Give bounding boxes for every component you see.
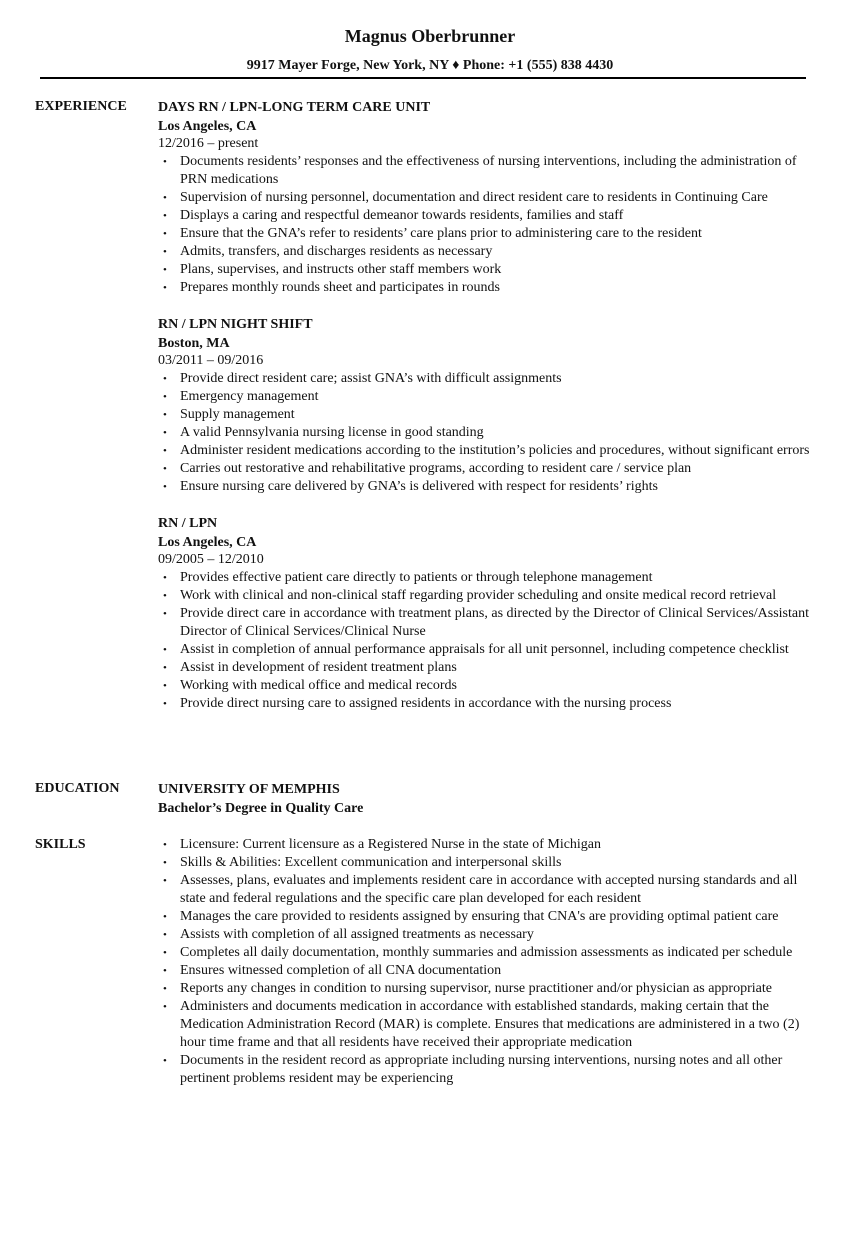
bullet-text: Completes all daily documentation, monthly summaries and admission assessments as indicated per schedule [180, 945, 793, 960]
resume-header [0, 24, 860, 75]
bullet-text: Work with clinical and non-clinical staff regarding provider scheduling and onsite medical record retrieval [180, 588, 777, 603]
bullet-text: Provides effective patient care directly to patients or through telephone management [180, 570, 653, 585]
bullet-icon: • [163, 662, 167, 674]
job-dates: 09/2005 – 12/2010 [158, 552, 264, 567]
bullet-text: Provide direct nursing care to assigned residents in accordance with the nursing process [180, 696, 672, 711]
bullet-icon: • [163, 983, 167, 995]
bullet-icon: • [163, 857, 167, 869]
bullet-icon: • [163, 246, 167, 258]
bullet-item [158, 677, 825, 695]
bullet-icon: • [163, 427, 167, 439]
bullet-item [158, 962, 825, 980]
experience-body [158, 98, 825, 713]
bullet-item [158, 279, 825, 297]
bullet-text: Ensure that the GNA’s refer to residents’ care plans prior to administering care to the resident [180, 226, 702, 241]
bullet-item [158, 1052, 825, 1088]
bullet-item [158, 605, 825, 641]
bullet-icon: • [163, 947, 167, 959]
bullet-text: Assist in completion of annual performance appraisals for all unit personnel, including competence checklist [180, 642, 789, 657]
bullet-text: Supervision of nursing personnel, documentation and direct resident care to residents in Continuing Care [180, 190, 768, 205]
bullet-item [158, 926, 825, 944]
job-entry [158, 514, 825, 713]
bullet-icon: • [163, 463, 167, 475]
job-dates: 03/2011 – 09/2016 [158, 353, 264, 368]
bullet-icon: • [163, 911, 167, 923]
bullet-icon: • [163, 192, 167, 204]
education-section [35, 780, 825, 818]
bullet-text: Manages the care provided to residents assigned by ensuring that CNA's are providing optimal patient care [180, 909, 779, 924]
bullet-item [158, 460, 825, 478]
bullet-icon: • [163, 481, 167, 493]
section-label-skills: SKILLS [35, 837, 86, 852]
experience-section [35, 98, 825, 731]
bullet-icon: • [163, 156, 167, 168]
bullet-text: Provide direct care in accordance with treatment plans, as directed by the Director of Clinical Services/Assistant Director of Clinical Services/Clinical Nurse [180, 606, 809, 639]
bullet-icon: • [163, 929, 167, 941]
bullet-text: Licensure: Current licensure as a Registered Nurse in the state of Michigan [180, 837, 602, 852]
bullet-item [158, 153, 825, 189]
section-label-education: EDUCATION [35, 781, 120, 796]
bullet-item [158, 998, 825, 1052]
job-dates: 12/2016 – present [158, 136, 259, 151]
bullet-icon: • [163, 228, 167, 240]
bullet-icon: • [163, 698, 167, 710]
job-title: RN / LPN [158, 516, 218, 531]
job-entry [158, 98, 825, 297]
bullet-text: Documents residents’ responses and the effectiveness of nursing interventions, including the administration of PRN medications [180, 154, 797, 187]
bullet-icon: • [163, 572, 167, 584]
contact-line: 9917 Mayer Forge, New York, NY ♦ Phone: +1 (555) 838 4430 [246, 58, 614, 73]
bullet-text: Reports any changes in condition to nursing supervisor, nurse practitioner and/or physician as appropriate [180, 981, 772, 996]
bullet-item [158, 587, 825, 605]
candidate-name: Magnus Oberbrunner [344, 26, 516, 46]
bullet-text: Assesses, plans, evaluates and implements resident care in accordance with accepted nursing standards and all state and federal regulations and the specific care plan developed for each resident [180, 873, 798, 906]
job-title: RN / LPN NIGHT SHIFT [158, 317, 313, 332]
bullet-item [158, 388, 825, 406]
bullet-item [158, 659, 825, 677]
bullet-item [158, 908, 825, 926]
bullet-text: Administer resident medications according to the institution’s policies and procedures, without significant errors [180, 443, 810, 458]
bullet-item [158, 225, 825, 243]
bullet-icon: • [163, 590, 167, 602]
bullet-item [158, 854, 825, 872]
bullet-icon: • [163, 1055, 167, 1067]
bullet-item [158, 944, 825, 962]
bullet-text: Assist in development of resident treatment plans [180, 660, 457, 675]
job-location: Boston, MA [158, 336, 230, 351]
bullet-item [158, 980, 825, 998]
bullet-item [158, 641, 825, 659]
bullet-text: Admits, transfers, and discharges residents as necessary [180, 244, 493, 259]
bullet-text: A valid Pennsylvania nursing license in good standing [180, 425, 484, 440]
bullet-icon: • [163, 680, 167, 692]
bullet-item [158, 872, 825, 908]
job-location: Los Angeles, CA [158, 535, 257, 550]
job-bullets [158, 569, 825, 713]
bullet-icon: • [163, 409, 167, 421]
bullet-icon: • [163, 1001, 167, 1013]
bullet-item [158, 370, 825, 388]
skills-section [35, 836, 825, 1088]
job-bullets [158, 153, 825, 297]
bullet-icon: • [163, 282, 167, 294]
bullet-icon: • [163, 391, 167, 403]
bullet-icon: • [163, 875, 167, 887]
bullet-text: Working with medical office and medical records [180, 678, 457, 693]
bullet-text: Emergency management [180, 389, 319, 404]
bullet-item [158, 189, 825, 207]
bullet-icon: • [163, 608, 167, 620]
education-body [158, 780, 825, 818]
bullet-item [158, 243, 825, 261]
bullet-text: Administers and documents medication in accordance with established standards, making certain that the Medication Administration Record (MAR) is complete. Ensures that medications are administered in a two (2) hour time frame and that all residents have received their appropriate medication [180, 999, 800, 1050]
bullet-icon: • [163, 445, 167, 457]
bullet-text: Provide direct resident care; assist GNA’s with difficult assignments [180, 371, 562, 386]
bullet-item [158, 442, 825, 460]
job-location: Los Angeles, CA [158, 119, 257, 134]
bullet-icon: • [163, 644, 167, 656]
bullet-text: Ensures witnessed completion of all CNA documentation [180, 963, 502, 978]
bullet-text: Skills & Abilities: Excellent communication and interpersonal skills [180, 855, 562, 870]
job-title: DAYS RN / LPN-LONG TERM CARE UNIT [158, 100, 431, 115]
bullet-item [158, 478, 825, 496]
bullet-text: Supply management [180, 407, 295, 422]
bullet-item [158, 424, 825, 442]
job-bullets [158, 370, 825, 496]
bullet-item [158, 207, 825, 225]
bullet-item [158, 695, 825, 713]
bullet-icon: • [163, 373, 167, 385]
bullet-icon: • [163, 965, 167, 977]
bullet-text: Carries out restorative and rehabilitative programs, according to resident care / service plan [180, 461, 692, 476]
bullet-item [158, 569, 825, 587]
bullet-text: Documents in the resident record as appropriate including nursing interventions, nursing notes and all other pertinent problems resident may be experiencing [180, 1053, 783, 1086]
header-divider [40, 77, 806, 79]
school-name: UNIVERSITY OF MEMPHIS [158, 782, 340, 797]
section-label-experience: EXPERIENCE [35, 99, 127, 114]
degree: Bachelor’s Degree in Quality Care [158, 801, 364, 816]
skills-body [158, 836, 825, 1088]
bullet-icon: • [163, 210, 167, 222]
skills-bullets [158, 836, 825, 1088]
bullet-text: Displays a caring and respectful demeanor towards residents, families and staff [180, 208, 624, 223]
bullet-item [158, 836, 825, 854]
bullet-text: Plans, supervises, and instructs other staff members work [180, 262, 502, 277]
bullet-item [158, 406, 825, 424]
bullet-item [158, 261, 825, 279]
job-entry [158, 315, 825, 496]
bullet-icon: • [163, 839, 167, 851]
bullet-text: Prepares monthly rounds sheet and participates in rounds [180, 280, 500, 295]
bullet-icon: • [163, 264, 167, 276]
bullet-text: Ensure nursing care delivered by GNA’s is delivered with respect for residents’ rights [180, 479, 658, 494]
bullet-text: Assists with completion of all assigned treatments as necessary [180, 927, 534, 942]
